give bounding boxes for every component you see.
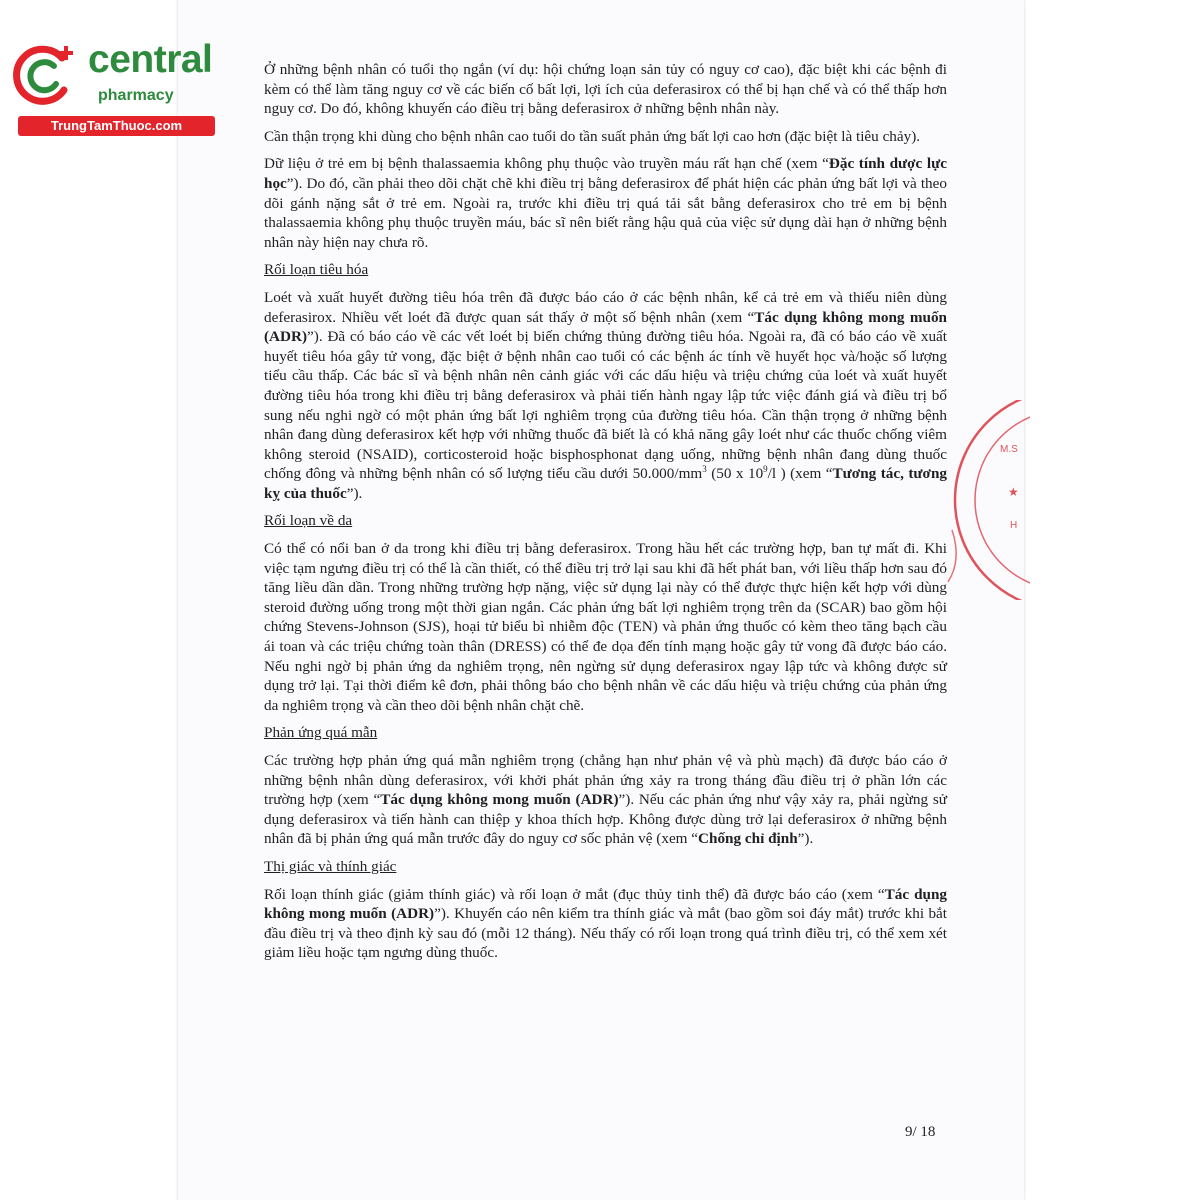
- text-segment: Loét và xuất huyết đường tiêu hóa trên đã được báo cáo ở các bệnh nhân, kể cả trẻ em và thiếu niên dùng deferasirox. Nhiều vết loét đã được quan sát thấy ở một số bệnh nhân (xem “: [264, 288, 947, 326]
- logo-website-badge[interactable]: TrungTamThuoc.com: [18, 116, 215, 136]
- paragraph-skin: Có thể có nổi ban ở da trong khi điều trị bằng deferasirox. Trong hầu hết các trường hợp, ban tự mất đi. Khi việc tạm ngưng điều trị có thể là cần thiết, có thể điều trị trở lại sau khi đã hết phát ban, với liều thấp hơn sau đó tăng liều dần dần. Trong những trường hợp nặng, việc sử dụng lại này có thể được thực hiện kết hợp với dùng steroid đường uống trong một thời gian ngắn. Các phản ứng bất lợi nghiêm trọng trên da (SCAR) bao gồm hội chứng Stevens-Johnson (SJS), hoại tử biểu bì nhiễm độc (TEN) và phản ứng thuốc có kèm theo tăng bạch cầu ái toan và các triệu chứng toàn thân (DRESS) có thể đe dọa đến tính mạng hoặc gây tử vong đã được báo cáo. Nếu nghi ngờ bị phản ứng da nghiêm trọng, nên ngừng sử dụng deferasirox ngay lập tức và không được sử dụng trở lại. Tại thời điểm kê đơn, phải thông báo cho bệnh nhân về các dấu hiệu và triệu chứng của phản ứng da nghiêm trọng và cần theo dõi bệnh nhân chặt chẽ.: [264, 540, 947, 714]
- text-segment: ”). Đã có báo cáo về các vết loét bị biến chứng thủng đường tiêu hóa. Ngoài ra, đã có báo cáo về xuất huyết tiêu hóa gây tử vong, đặc biệt ở bệnh nhân cao tuổi có các bệnh ác tính về huyết học và/hoặc số lượng tiểu cầu thấp. Các bác sĩ và bệnh nhân nên cảnh giác với các dấu hiệu và triệu chứng của loét và xuất huyết đường tiêu hóa trong khi điều trị bằng deferasirox và phải tiến hành ngay lập tức việc đánh giá và điều trị bổ sung nếu nghi ngờ có một phản ứng bất lợi nghiêm trọng của đường tiêu hóa. Cần thận trọng ở những bệnh nhân đang dùng deferasirox kết hợp với những thuốc đã biết là có khả năng gây loét như các thuốc chống viêm không steroid (NSAID), corticosteroid hoặc bisphosphonat dạng uống, những bệnh nhân đang dùng thuốc chống đông và những bệnh nhân có số lượng tiểu cầu dưới 50.000/mm: [264, 328, 947, 483]
- svg-text:M.S: M.S: [1000, 444, 1018, 455]
- cross-reference: Tương tác, tương kỵ của thuốc: [264, 465, 947, 502]
- paragraph-short-life-expectancy: Ở những bệnh nhân có tuổi thọ ngắn (ví dụ: hội chứng loạn sản tủy có nguy cơ cao), đặc biệt khi các bệnh đi kèm có thể làm tăng nguy cơ về các biến cố bất lợi, lợi ích của deferasirox có thể bị hạn chế và có thể thấp hơn nguy cơ. Do đó, không khuyến cáo điều trị bằng deferasirox ở những bệnh nhân này.: [264, 61, 947, 118]
- superscript: 3: [702, 464, 707, 475]
- logo-tagline: pharmacy: [98, 87, 174, 104]
- logo-brand-name: central: [88, 38, 213, 81]
- section-heading-gastrointestinal: Rối loạn tiêu hóa: [264, 261, 369, 279]
- document-body: [264, 60, 947, 971]
- paragraph-vision-hearing: [264, 885, 947, 963]
- text-segment: ”).: [346, 484, 363, 502]
- pharmacy-c-cross-icon: [10, 40, 80, 110]
- cross-reference: Đặc tính dược lực học: [264, 155, 947, 192]
- section-heading-vision-hearing: Thị giác và thính giác: [264, 857, 397, 875]
- red-stamp-seal: [940, 400, 1030, 600]
- section-heading-hypersensitivity: Phản ứng quá mẫn: [264, 724, 378, 742]
- svg-text:★: ★: [1008, 485, 1019, 499]
- paragraph-elderly-caution: Cần thận trọng khi dùng cho bệnh nhân cao tuổi do tần suất phản ứng bất lợi cao hơn (đặc biệt là tiêu chảy).: [264, 127, 921, 145]
- paragraph-gastrointestinal: [264, 288, 947, 504]
- cross-reference: Tác dụng không mong muốn (ADR): [264, 885, 947, 923]
- text-segment: Các trường hợp phản ứng quá mẫn nghiêm trọng (chẳng hạn như phản vệ và phù mạch) đã được báo cáo ở những bệnh nhân dùng deferasirox, với khởi phát phản ứng xảy ra trong tháng đầu điều trị ở phần lớn các trường hợp (xem “: [264, 752, 947, 809]
- text-segment: Dữ liệu ở trẻ em bị bệnh thalassaemia không phụ thuộc vào truyền máu rất hạn chế (xem “: [264, 155, 829, 173]
- paragraph-pediatric-data: [264, 154, 947, 252]
- text-segment: (50 x 10: [706, 465, 764, 483]
- superscript: 9: [763, 464, 768, 475]
- text-segment: /l ) (xem “: [767, 465, 833, 483]
- central-pharmacy-logo[interactable]: [10, 36, 215, 136]
- text-segment: ”). Nếu các phản ứng như vậy xảy ra, phải ngừng sử dụng deferasirox và tiến hành can thiệp y khoa thích hợp. Không được dùng trở lại deferasirox ở những bệnh nhân đã bị phản ứng quá mẫn trước đây do nguy cơ sốc phản vệ (xem “: [264, 791, 947, 848]
- paragraph-hypersensitivity: [264, 751, 947, 849]
- cross-reference: Tác dụng không mong muốn (ADR): [380, 791, 619, 809]
- cross-reference: Tác dụng không mong muốn (ADR): [264, 308, 947, 346]
- text-segment: ”).: [797, 830, 814, 848]
- text-segment: ”). Do đó, cần phải theo dõi chặt chẽ khi điều trị bằng deferasirox để phát hiện các phản ứng bất lợi và theo dõi gánh nặng sắt ở trẻ em. Ngoài ra, trước khi điều trị quá tải sắt bằng deferasirox cho trẻ em bị bệnh thalassaemia không phụ thuộc truyền máu, bác sĩ nên biết rằng hậu quả của việc sử dụng dài hạn ở những bệnh nhân này hiện nay chưa rõ.: [264, 174, 947, 251]
- text-segment: Rối loạn thính giác (giảm thính giác) và rối loạn ở mắt (đục thủy tinh thể) đã được báo cáo (xem “: [264, 885, 885, 903]
- section-heading-skin: Rối loạn về da: [264, 512, 353, 530]
- page-number: 9/ 18: [905, 1124, 936, 1140]
- text-segment: ”). Khuyến cáo nên kiểm tra thính giác và mắt (bao gồm soi đáy mắt) trước khi bắt đầu điều trị và theo định kỳ sau đó (mỗi 12 tháng). Nếu thấy có rối loạn trong quá trình điều trị, có thể xem xét giảm liều hoặc tạm ngưng dùng thuốc.: [264, 905, 947, 962]
- svg-text:H: H: [1010, 520, 1018, 531]
- cross-reference: Chống chỉ định: [698, 830, 798, 848]
